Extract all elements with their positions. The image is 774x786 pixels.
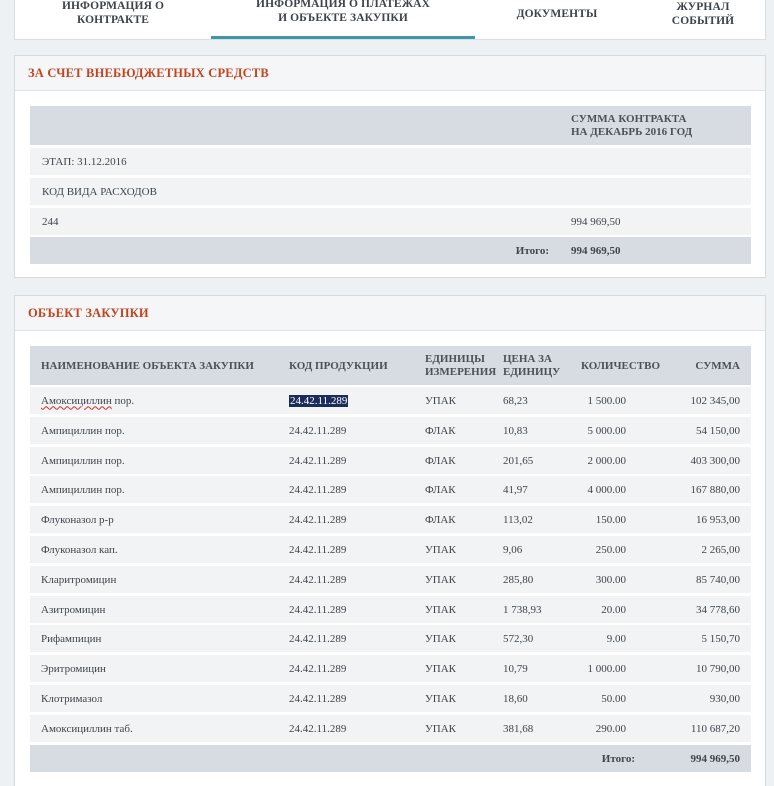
table-row [30,715,751,742]
cell-code-text: 24.42.11.289 [289,483,347,496]
table-row [30,476,751,503]
cell-sum [650,476,740,503]
funding-total-row [30,237,751,264]
cell-unit-text: УПАК [425,573,457,586]
cell-sum [650,655,740,682]
funding-panel [14,55,766,278]
tab-event-log[interactable] [639,0,767,39]
cell-unit [425,506,456,533]
cell-code [289,685,346,712]
cell-sum [650,715,740,742]
cell-qty [550,536,626,563]
cell-name [41,596,105,623]
cell-qty-text: 1 500.00 [587,394,626,407]
cell-code [289,715,346,742]
cell-code-text: 24.42.11.289 [289,543,347,556]
cell-name [41,536,118,563]
cell-code [289,655,346,682]
cell-price-text: 68,23 [503,394,528,407]
tab-label-line1: ИНФОРМАЦИЯ О ПЛАТЕЖАХ [256,0,430,10]
cell-code [289,596,346,623]
cell-price [503,387,528,414]
cell-qty-text: 290.00 [595,722,626,735]
cell-unit [425,447,456,474]
cell-sum-text: 5 150,70 [701,632,740,645]
cell-unit-text: УПАК [425,543,457,556]
cell-code-text: 24.42.11.289 [289,454,347,467]
cell-code [289,476,346,503]
tab-label-line1: ИНФОРМАЦИЯ О [61,0,165,12]
tab-documents[interactable] [475,0,639,39]
funding-total-label: Итого: [515,244,549,257]
cell-name [41,447,125,474]
cell-unit [425,476,456,503]
cell-price-text: 201,65 [503,454,534,467]
cell-name [41,715,133,742]
table-row [30,506,751,533]
tab-label-line2: СОБЫТИЙ [671,14,735,27]
cell-code [289,447,346,474]
cell-code-text: 24.42.11.289 [289,662,347,675]
cell-sum [650,625,740,652]
cell-unit-text: УПАК [425,394,457,407]
cell-qty [550,625,626,652]
cell-qty-text: 20.00 [601,603,626,616]
cell-sum-text: 167 880,00 [690,483,740,496]
table-row [30,447,751,474]
expense-code-label: КОД ВИДА РАСХОДОВ [42,185,157,198]
table-row [30,387,751,414]
cell-unit [425,625,456,652]
cell-name-text: Клотримазол [41,692,103,705]
table-row [30,417,751,444]
cell-qty-text: 2 000.00 [587,454,626,467]
cell-unit [425,715,456,742]
cell-qty [550,417,626,444]
header-line2: ЕДИНИЦУ [503,365,561,378]
cell-price [503,447,533,474]
cell-qty-text: 250.00 [595,543,626,556]
stage-label: ЭТАП: 31.12.2016 [42,155,127,168]
stage-row [30,148,751,175]
cell-qty-text: 9.00 [606,632,626,645]
cell-name [41,655,106,682]
cell-code-text: 24.42.11.289 [289,632,347,645]
table-row [30,625,751,652]
tab-contract-info[interactable] [15,0,211,39]
cell-name-text: Амоксициллин пор. [41,394,135,407]
header-line1: СУММА КОНТРАКТА [571,112,687,125]
cell-qty-text: 300.00 [595,573,626,586]
cell-price [503,715,533,742]
cell-code [289,625,346,652]
column-header-code: КОД ПРОДУКЦИИ [289,359,388,372]
cell-sum [650,417,740,444]
cell-sum-text: 102 345,00 [690,394,740,407]
cell-qty [550,596,626,623]
expense-code-value: 244 [42,215,59,228]
cell-code-text: 24.42.11.289 [289,692,347,705]
cell-price-text: 18,60 [503,692,528,705]
cell-sum [650,685,740,712]
procurement-panel-header [15,296,765,331]
spellcheck-word: Амоксициллин [41,394,112,407]
cell-qty-text: 150.00 [595,513,626,526]
cell-name [41,387,134,414]
cell-price-text: 113,02 [503,513,533,526]
cell-sum [650,506,740,533]
cell-name-text: Азитромицин [41,603,106,616]
cell-code [289,417,346,444]
cell-name [41,625,101,652]
cell-unit [425,566,456,593]
cell-qty [550,476,626,503]
cell-price-text: 285,80 [503,573,534,586]
cell-unit-text: УПАК [425,692,457,705]
cell-price-text: 1 738,93 [503,603,542,616]
expense-sum-value: 994 969,50 [571,215,621,228]
cell-sum-text: 16 953,00 [696,513,740,526]
procurement-total-row [30,745,751,772]
cell-price [503,566,533,593]
cell-qty [550,566,626,593]
cell-price-text: 9,06 [503,543,523,556]
cell-price [503,417,528,444]
cell-name-text: Амоксициллин таб. [41,722,133,735]
cell-price [503,506,533,533]
cell-unit [425,417,456,444]
cell-price [503,476,528,503]
column-header-price [503,346,560,385]
cell-price-text: 10,83 [503,424,528,437]
procurement-table-header [30,346,751,385]
header-line1: ЦЕНА ЗА [503,352,552,365]
procurement-panel-title: ОБЪЕКТ ЗАКУПКИ [28,305,149,320]
cell-sum-text: 54 150,00 [696,424,740,437]
procurement-total-label: Итого: [601,752,635,765]
tab-label-line2: И ОБЪЕКТЕ ЗАКУПКИ [278,12,408,24]
cell-name-text: Ампициллин пор. [41,424,125,437]
column-header-contract-sum [571,106,692,145]
cell-name-text: Рифампицин [41,632,102,645]
cell-sum-text: 110 687,20 [690,722,740,735]
tab-payments-procurement[interactable] [211,0,475,39]
funding-table-header [30,106,751,145]
cell-code-text: 24.42.11.289 [289,424,347,437]
table-row [30,536,751,563]
cell-sum-text: 2 265,00 [701,543,740,556]
cell-name [41,506,114,533]
cell-unit-text: ФЛАК [425,454,456,467]
cell-name [41,476,125,503]
cell-qty-text: 1 000.00 [587,662,626,675]
cell-price [503,655,528,682]
cell-code-text: 24.42.11.289 [290,394,348,407]
table-row [30,596,751,623]
cell-sum-text: 34 778,60 [696,603,740,616]
table-row [30,655,751,682]
tab-bar [14,0,766,40]
cell-code-text: 24.42.11.289 [289,603,347,616]
cell-price-text: 572,30 [503,632,534,645]
cell-name-text: Кларитромицин [41,573,117,586]
cell-price-text: 41,97 [503,483,528,496]
cell-sum [650,387,740,414]
cell-name-text: Ампициллин пор. [41,454,125,467]
cell-unit-text: ФЛАК [425,513,456,526]
cell-name-text: Ампициллин пор. [41,483,125,496]
table-row [30,566,751,593]
cell-code [289,566,346,593]
cell-unit-text: ФЛАК [425,483,456,496]
cell-qty [550,715,626,742]
cell-price-text: 10,79 [503,662,528,675]
procurement-total-value: 994 969,50 [690,752,740,765]
cell-code-text: 24.42.11.289 [289,513,347,526]
cell-sum [650,596,740,623]
cell-unit [425,536,456,563]
cell-code [289,506,346,533]
cell-unit [425,655,456,682]
expense-code-row [30,208,751,235]
header-line1: ЕДИНИЦЫ [425,352,485,365]
cell-code-text: 24.42.11.289 [289,722,347,735]
tab-label-line2: КОНТРАКТЕ [76,13,150,26]
cell-price [503,596,542,623]
cell-unit-text: УПАК [425,722,457,735]
header-line2: ИЗМЕРЕНИЯ [425,365,497,378]
cell-sum-text: 85 740,00 [696,573,740,586]
cell-code [289,387,348,414]
column-header-sum: СУММА [695,359,740,372]
funding-panel-title: ЗА СЧЕТ ВНЕБЮДЖЕТНЫХ СРЕДСТВ [28,65,269,80]
cell-sum-text: 403 300,00 [690,454,740,467]
procurement-panel [14,295,766,786]
tab-label-line1: ЖУРНАЛ [676,0,730,13]
cell-price [503,536,522,563]
cell-sum-text: 10 790,00 [696,662,740,675]
cell-code-text: 24.42.11.289 [289,573,347,586]
cell-unit-text: ФЛАК [425,424,456,437]
cell-price-text: 381,68 [503,722,534,735]
expense-code-label-row [30,178,751,205]
cell-code [289,536,346,563]
cell-sum [650,536,740,563]
cell-qty-text: 50.00 [601,692,626,705]
cell-qty [550,685,626,712]
cell-unit-text: УПАК [425,662,457,675]
cell-qty [550,655,626,682]
cell-unit [425,685,456,712]
cell-qty-text: 5 000.00 [587,424,626,437]
cell-price [503,685,528,712]
cell-name-text: Эритромицин [41,662,106,675]
tab-label-line1: ДОКУМЕНТЫ [516,7,598,20]
cell-name [41,566,116,593]
cell-price [503,625,533,652]
cell-unit-text: УПАК [425,603,457,616]
cell-qty-text: 4 000.00 [587,483,626,496]
cell-qty [550,506,626,533]
cell-name-text: Флуконазол р-р [41,513,114,526]
column-header-qty: КОЛИЧЕСТВО [581,359,661,372]
funding-total-value: 994 969,50 [571,244,621,257]
funding-panel-header [15,56,765,91]
cell-name-text: Флуконазол кап. [41,543,118,556]
cell-unit-text: УПАК [425,632,457,645]
cell-sum [650,447,740,474]
column-header-unit [425,346,496,385]
header-line2: НА ДЕКАБРЬ 2016 ГОД [571,125,693,138]
cell-unit [425,387,456,414]
column-header-name: НАИМЕНОВАНИЕ ОБЪЕКТА ЗАКУПКИ [41,359,254,372]
cell-qty [550,447,626,474]
table-row [30,685,751,712]
cell-name [41,685,102,712]
cell-sum-text: 930,00 [709,692,740,705]
cell-name [41,417,125,444]
cell-sum [650,566,740,593]
cell-unit [425,596,456,623]
cell-qty [550,387,626,414]
